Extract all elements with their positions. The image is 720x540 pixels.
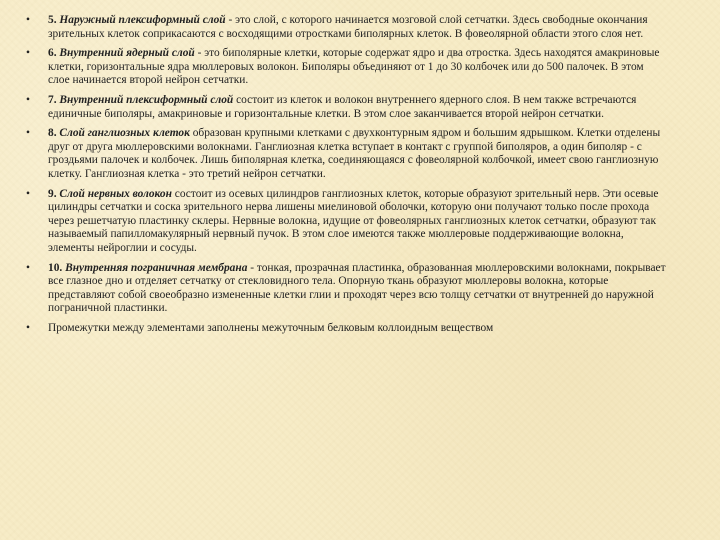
item-number: 10. (48, 261, 63, 274)
list-item (26, 188, 666, 256)
item-term: Внутренняя пограничная мембрана (65, 261, 248, 274)
item-number: 5. (48, 14, 57, 26)
bullet-icon: • (26, 187, 30, 200)
item-number: 9. (48, 187, 57, 200)
list-item (26, 14, 666, 41)
item-term: Внутренний ядерный слой (59, 47, 195, 60)
bullet-icon: • (26, 321, 30, 334)
item-number: 6. (48, 47, 57, 60)
item-text: Промежутки между элементами заполнены межуточным белковым коллоидным веществом (48, 321, 494, 334)
bullet-icon: • (26, 47, 30, 60)
list-item (26, 47, 666, 88)
item-text: - тонкая, прозрачная пластинка, образованная мюллеровскими волокнами, покрывает все глазное дно и отделяет сетчатку от стекловидного тела. Опорную ткань образуют мюллеровы волокна, которые представляют собой своеобразно измененные клетки глии и проходят через всю толщу сетчатки от внутренней до наружной пограничной пластинки. (48, 261, 666, 315)
bullet-icon: • (26, 127, 30, 140)
item-term: Слой ганглиозных клеток (59, 127, 190, 140)
item-number: 7. (48, 93, 57, 106)
list-item (26, 127, 666, 181)
item-text: состоит из клеток и волокон внутреннего ядерного слоя. В нем также встречаются единичные биполяры, амакриновые и горизонтальные клетки. В этом слое заканчивается второй нейрон сетчатки. (48, 93, 637, 120)
list-item (26, 94, 666, 121)
item-number: 8. (48, 127, 57, 140)
item-text: образован крупными клетками с двухконтурным ядром и большим ядрышком. Клетки отделены друг от друга мюллеровскими волокнами. Ганглиозная клетка вступает в контакт с группой биполяров, а один биполяр - с гроздьями палочек и колбочек. Лишь биполярная клетка, соединяющаяся с фовеолярной колбочкой, имеет свою ганглиозную клетку. Ганглиозная клетка - это третий нейрон сетчатки. (48, 127, 661, 180)
bullet-icon: • (26, 261, 30, 274)
list-item (26, 262, 666, 316)
item-term: Наружный плексиформный слой (59, 14, 226, 26)
item-term: Слой нервных волокон (59, 187, 172, 200)
list-item (26, 322, 666, 336)
bullet-icon: • (26, 14, 30, 26)
bullet-list (26, 14, 666, 341)
item-text: состоит из осевых цилиндров ганглиозных клеток, которые образуют зрительный нерв. Эти осевые цилиндры сетчатки и соска зрительного нерва лишены миелиновой оболочки, которую они получают только после прохода через решетчатую пластинку склеры. Нервные волокна, идущие от фовеолярных ганглиозных клеток сетчатки, образуют так называемый папилломакулярный нервный пучок. В этом слое имеются также мюллеровые поддерживающие волокна, элементы нейроглии и сосуды. (48, 187, 659, 254)
bullet-icon: • (26, 93, 30, 106)
item-text: - это биполярные клетки, которые содержат ядро и два отростка. Здесь находятся амакриновые клетки, горизонтальные ядра мюллеровых волокон. Биполяры объединяют от 1 до 30 колбочек или до 500 палочек. В этом слое начинается второй нейрон сетчатки. (48, 47, 660, 87)
item-text: - это слой, с которого начинается мозговой слой сетчатки. Здесь свободные окончания зрительных клеток соприкасаются с восходящими отростками биполярных клеток. В фовеолярной области этого слоя нет. (48, 14, 648, 40)
item-term: Внутренний плексиформный слой (59, 93, 234, 106)
